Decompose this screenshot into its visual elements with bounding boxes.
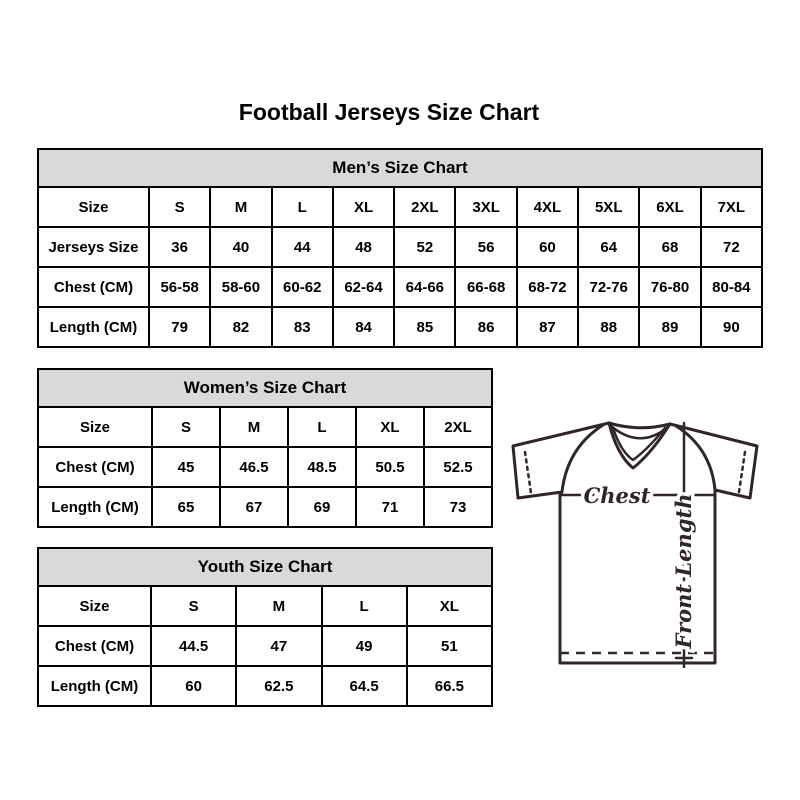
- youth-value-cell: 62.5: [236, 666, 321, 706]
- youth-table-row: [38, 586, 492, 626]
- women-section-title: Women’s Size Chart: [38, 369, 492, 407]
- men-value-cell: 62-64: [333, 267, 394, 307]
- women-row-label: Length (CM): [38, 487, 152, 527]
- youth-table-row: [38, 626, 492, 666]
- men-row-label: Length (CM): [38, 307, 149, 347]
- men-value-cell: 66-68: [455, 267, 516, 307]
- men-value-cell: 5XL: [578, 187, 639, 227]
- chest-label: Chest: [583, 483, 651, 508]
- women-value-cell: 45: [152, 447, 220, 487]
- women-table-row: [38, 447, 492, 487]
- youth-value-cell: 44.5: [151, 626, 236, 666]
- men-section-title: Men’s Size Chart: [38, 149, 762, 187]
- men-value-cell: S: [149, 187, 210, 227]
- men-value-cell: 58-60: [210, 267, 271, 307]
- men-table-row: [38, 227, 762, 267]
- left-armhole-seam: [562, 425, 603, 492]
- men-row-label: Chest (CM): [38, 267, 149, 307]
- youth-value-cell: 60: [151, 666, 236, 706]
- men-value-cell: 2XL: [394, 187, 455, 227]
- youth-row-label: Chest (CM): [38, 626, 151, 666]
- youth-row-label: Length (CM): [38, 666, 151, 706]
- youth-value-cell: S: [151, 586, 236, 626]
- youth-value-cell: 64.5: [322, 666, 407, 706]
- men-value-cell: 88: [578, 307, 639, 347]
- women-table-row: [38, 487, 492, 527]
- men-value-cell: 76-80: [639, 267, 700, 307]
- youth-value-cell: 49: [322, 626, 407, 666]
- women-value-cell: S: [152, 407, 220, 447]
- men-value-cell: 83: [272, 307, 333, 347]
- men-value-cell: 40: [210, 227, 271, 267]
- men-value-cell: 68: [639, 227, 700, 267]
- youth-value-cell: 51: [407, 626, 492, 666]
- youth-size-table: [37, 547, 493, 707]
- youth-section-title: Youth Size Chart: [38, 548, 492, 586]
- men-row-label: Size: [38, 187, 149, 227]
- front-length-label: Front Length: [671, 493, 696, 649]
- right-armhole-seam: [676, 426, 715, 490]
- men-row-label: Jerseys Size: [38, 227, 149, 267]
- men-value-cell: 64: [578, 227, 639, 267]
- women-value-cell: 67: [220, 487, 288, 527]
- jersey-icon: [503, 410, 767, 668]
- men-value-cell: 72-76: [578, 267, 639, 307]
- men-value-cell: 6XL: [639, 187, 700, 227]
- left-cuff-stitch: [525, 452, 531, 493]
- men-value-cell: 36: [149, 227, 210, 267]
- men-value-cell: 4XL: [517, 187, 578, 227]
- men-value-cell: 84: [333, 307, 394, 347]
- women-value-cell: 50.5: [356, 447, 424, 487]
- right-cuff-stitch: [739, 452, 745, 492]
- men-value-cell: 68-72: [517, 267, 578, 307]
- men-value-cell: 80-84: [701, 267, 762, 307]
- mens-size-table: [37, 148, 763, 348]
- men-value-cell: 89: [639, 307, 700, 347]
- men-table-row: [38, 307, 762, 347]
- page-title: Football Jerseys Size Chart: [238, 99, 540, 125]
- women-value-cell: 48.5: [288, 447, 356, 487]
- men-value-cell: 72: [701, 227, 762, 267]
- men-value-cell: 44: [272, 227, 333, 267]
- women-row-label: Chest (CM): [38, 447, 152, 487]
- men-value-cell: 52: [394, 227, 455, 267]
- youth-value-cell: 47: [236, 626, 321, 666]
- women-table-row: [38, 407, 492, 447]
- women-value-cell: 46.5: [220, 447, 288, 487]
- youth-value-cell: M: [236, 586, 321, 626]
- men-value-cell: 48: [333, 227, 394, 267]
- men-value-cell: 3XL: [455, 187, 516, 227]
- women-value-cell: 69: [288, 487, 356, 527]
- men-value-cell: XL: [333, 187, 394, 227]
- women-value-cell: 2XL: [424, 407, 492, 447]
- women-value-cell: 65: [152, 487, 220, 527]
- men-value-cell: M: [210, 187, 271, 227]
- men-value-cell: L: [272, 187, 333, 227]
- men-value-cell: 60: [517, 227, 578, 267]
- youth-value-cell: XL: [407, 586, 492, 626]
- men-value-cell: 82: [210, 307, 271, 347]
- womens-size-table: [37, 368, 493, 528]
- men-table-row: [38, 267, 762, 307]
- women-row-label: Size: [38, 407, 152, 447]
- men-value-cell: 56: [455, 227, 516, 267]
- men-value-cell: 56-58: [149, 267, 210, 307]
- youth-row-label: Size: [38, 586, 151, 626]
- men-value-cell: 90: [701, 307, 762, 347]
- women-value-cell: XL: [356, 407, 424, 447]
- youth-table-row: [38, 666, 492, 706]
- women-value-cell: 73: [424, 487, 492, 527]
- men-table-row: [38, 187, 762, 227]
- men-value-cell: 79: [149, 307, 210, 347]
- women-value-cell: 52.5: [424, 447, 492, 487]
- men-value-cell: 85: [394, 307, 455, 347]
- jersey-measurement-diagram: [503, 410, 767, 668]
- men-value-cell: 7XL: [701, 187, 762, 227]
- men-value-cell: 86: [455, 307, 516, 347]
- collar-top-edge: [609, 423, 670, 428]
- youth-value-cell: 66.5: [407, 666, 492, 706]
- men-value-cell: 87: [517, 307, 578, 347]
- youth-value-cell: L: [322, 586, 407, 626]
- men-value-cell: 60-62: [272, 267, 333, 307]
- women-value-cell: 71: [356, 487, 424, 527]
- women-value-cell: M: [220, 407, 288, 447]
- women-value-cell: L: [288, 407, 356, 447]
- men-value-cell: 64-66: [394, 267, 455, 307]
